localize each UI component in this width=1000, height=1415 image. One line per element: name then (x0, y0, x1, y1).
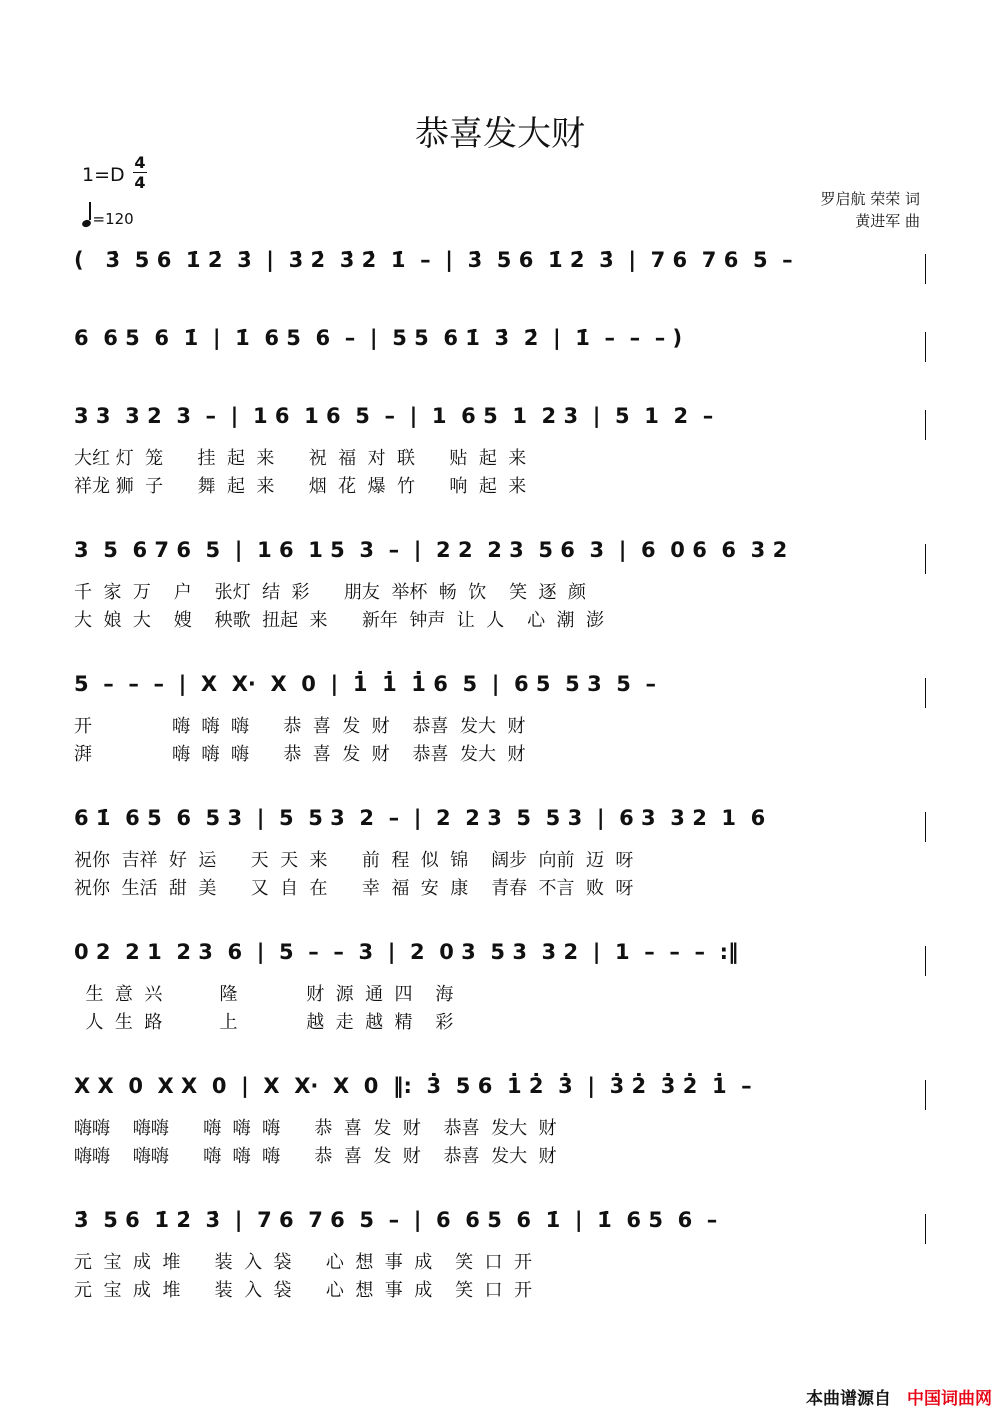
tempo-mark (82, 206, 134, 228)
end-barline (925, 812, 927, 842)
lyric-line: 生 意 兴 隆 财 源 通 四 海 (74, 984, 454, 1005)
lyricist-credit: 罗启航 荣荣 词 (820, 190, 920, 208)
lyric-line: 湃 嗨 嗨 嗨 恭 喜 发 财 恭喜 发大 财 (74, 744, 526, 765)
end-barline (925, 946, 927, 976)
lyric-line: 元 宝 成 堆 装 入 袋 心 想 事 成 笑 口 开 (74, 1280, 532, 1301)
time-signature-bottom: 4 (134, 173, 146, 192)
lyric-line: 嗨嗨 嗨嗨 嗨 嗨 嗨 恭 喜 发 财 恭喜 发大 财 (74, 1118, 557, 1139)
end-barline (925, 254, 927, 284)
key-signature: 1=D (82, 164, 125, 186)
end-barline (925, 678, 927, 708)
song-title: 恭喜发大财 (415, 114, 585, 154)
lyric-line: 人 生 路 上 越 走 越 精 彩 (74, 1012, 454, 1033)
source-credit (806, 1384, 992, 1409)
quarter-note-icon (81, 219, 92, 229)
score-row (74, 404, 926, 500)
lyric-line: 千 家 万 户 张灯 结 彩 朋友 举杯 畅 饮 笑 逐 颜 (74, 582, 586, 603)
note-line: 3 3 3 2 3 – | 1 6 1 6 5 – | 1 6 5 1 2 3 | 5 1 2 – (74, 404, 714, 428)
lyric-line: 嗨嗨 嗨嗨 嗨 嗨 嗨 恭 喜 发 财 恭喜 发大 财 (74, 1146, 557, 1167)
lyric-line (74, 366, 926, 394)
composer-credit: 黄进军 曲 (855, 212, 920, 230)
time-signature-top: 4 (134, 153, 146, 172)
end-barline (925, 1080, 927, 1110)
note-line: ( 3̇ 5 6 1̇ 2̇ 3̇ | 3̇ 2̇ 3̇ 2̇ 1̇ – | 3̇ 5 6 1̇ 2̇ 3̇ | 7 6 7 6 5 – (74, 248, 793, 272)
source-label: 本曲谱源自 (806, 1389, 891, 1409)
note-line: X X 0 X X 0 | X X· X 0 ‖: 3̇ 5 6 1̇ 2̇ 3̇ | 3̇ 2̇ 3̇ 2̇ 1̇ – (74, 1074, 752, 1098)
score-row (74, 1208, 926, 1304)
note-line: 6 6 5 6 1̇ | 1̇ 6 5 6 – | 5 5 6 1̇ 3̇ 2̇ | 1̇ – – – ) (74, 326, 683, 350)
end-barline (925, 332, 927, 362)
score-row (74, 1074, 926, 1170)
note-line: 5 – – – | X X· X 0 | 1̇ 1̇ 1̇ 6 5 | 6 5 5 3 5 – (74, 672, 657, 696)
score-row (74, 672, 926, 768)
time-signature (133, 154, 147, 191)
end-barline (925, 544, 927, 574)
note-line: 6 1̇ 6 5 6 5 3 | 5 5 3 2 – | 2 2 3 5 5 3 | 6 3 3 2 1 6 (74, 806, 766, 830)
score-row (74, 806, 926, 902)
source-brand: 中国词曲网 (907, 1389, 992, 1409)
lyric-line: 祥龙 狮 子 舞 起 来 烟 花 爆 竹 响 起 来 (74, 476, 527, 497)
end-barline (925, 1214, 927, 1244)
lyric-line: 大红 灯 笼 挂 起 来 祝 福 对 联 贴 起 来 (74, 448, 527, 469)
lyric-line: 祝你 吉祥 好 运 天 天 来 前 程 似 锦 阔步 向前 迈 呀 (74, 850, 634, 871)
end-barline (925, 410, 927, 440)
lyric-line (74, 288, 926, 316)
note-line: 3̇ 5 6 1̇ 2̇ 3̇ | 7 6 7 6 5 – | 6 6 5 6 1̇ | 1̇ 6 5 6 – (74, 1208, 718, 1232)
score-row (74, 940, 926, 1036)
lyric-line: 祝你 生活 甜 美 又 自 在 幸 福 安 康 青春 不言 败 呀 (74, 878, 634, 899)
tempo-value: =120 (92, 210, 134, 228)
lyric-line: 元 宝 成 堆 装 入 袋 心 想 事 成 笑 口 开 (74, 1252, 532, 1273)
lyric-line: 开 嗨 嗨 嗨 恭 喜 发 财 恭喜 发大 财 (74, 716, 526, 737)
note-line: 3 5 6 7 6 5 | 1 6 1 5 3 – | 2 2 2 3 5 6 3 | 6 0 6 6 3 2 (74, 538, 788, 562)
note-line: 0 2 2 1 2 3 6 | 5 – – 3 | 2 0 3 5 3 3 2 | 1 – – – :‖ (74, 940, 739, 964)
note-stem (89, 202, 91, 220)
lyric-line: 大 娘 大 嫂 秧歌 扭起 来 新年 钟声 让 人 心 潮 澎 (74, 610, 604, 631)
score-row (74, 538, 926, 634)
